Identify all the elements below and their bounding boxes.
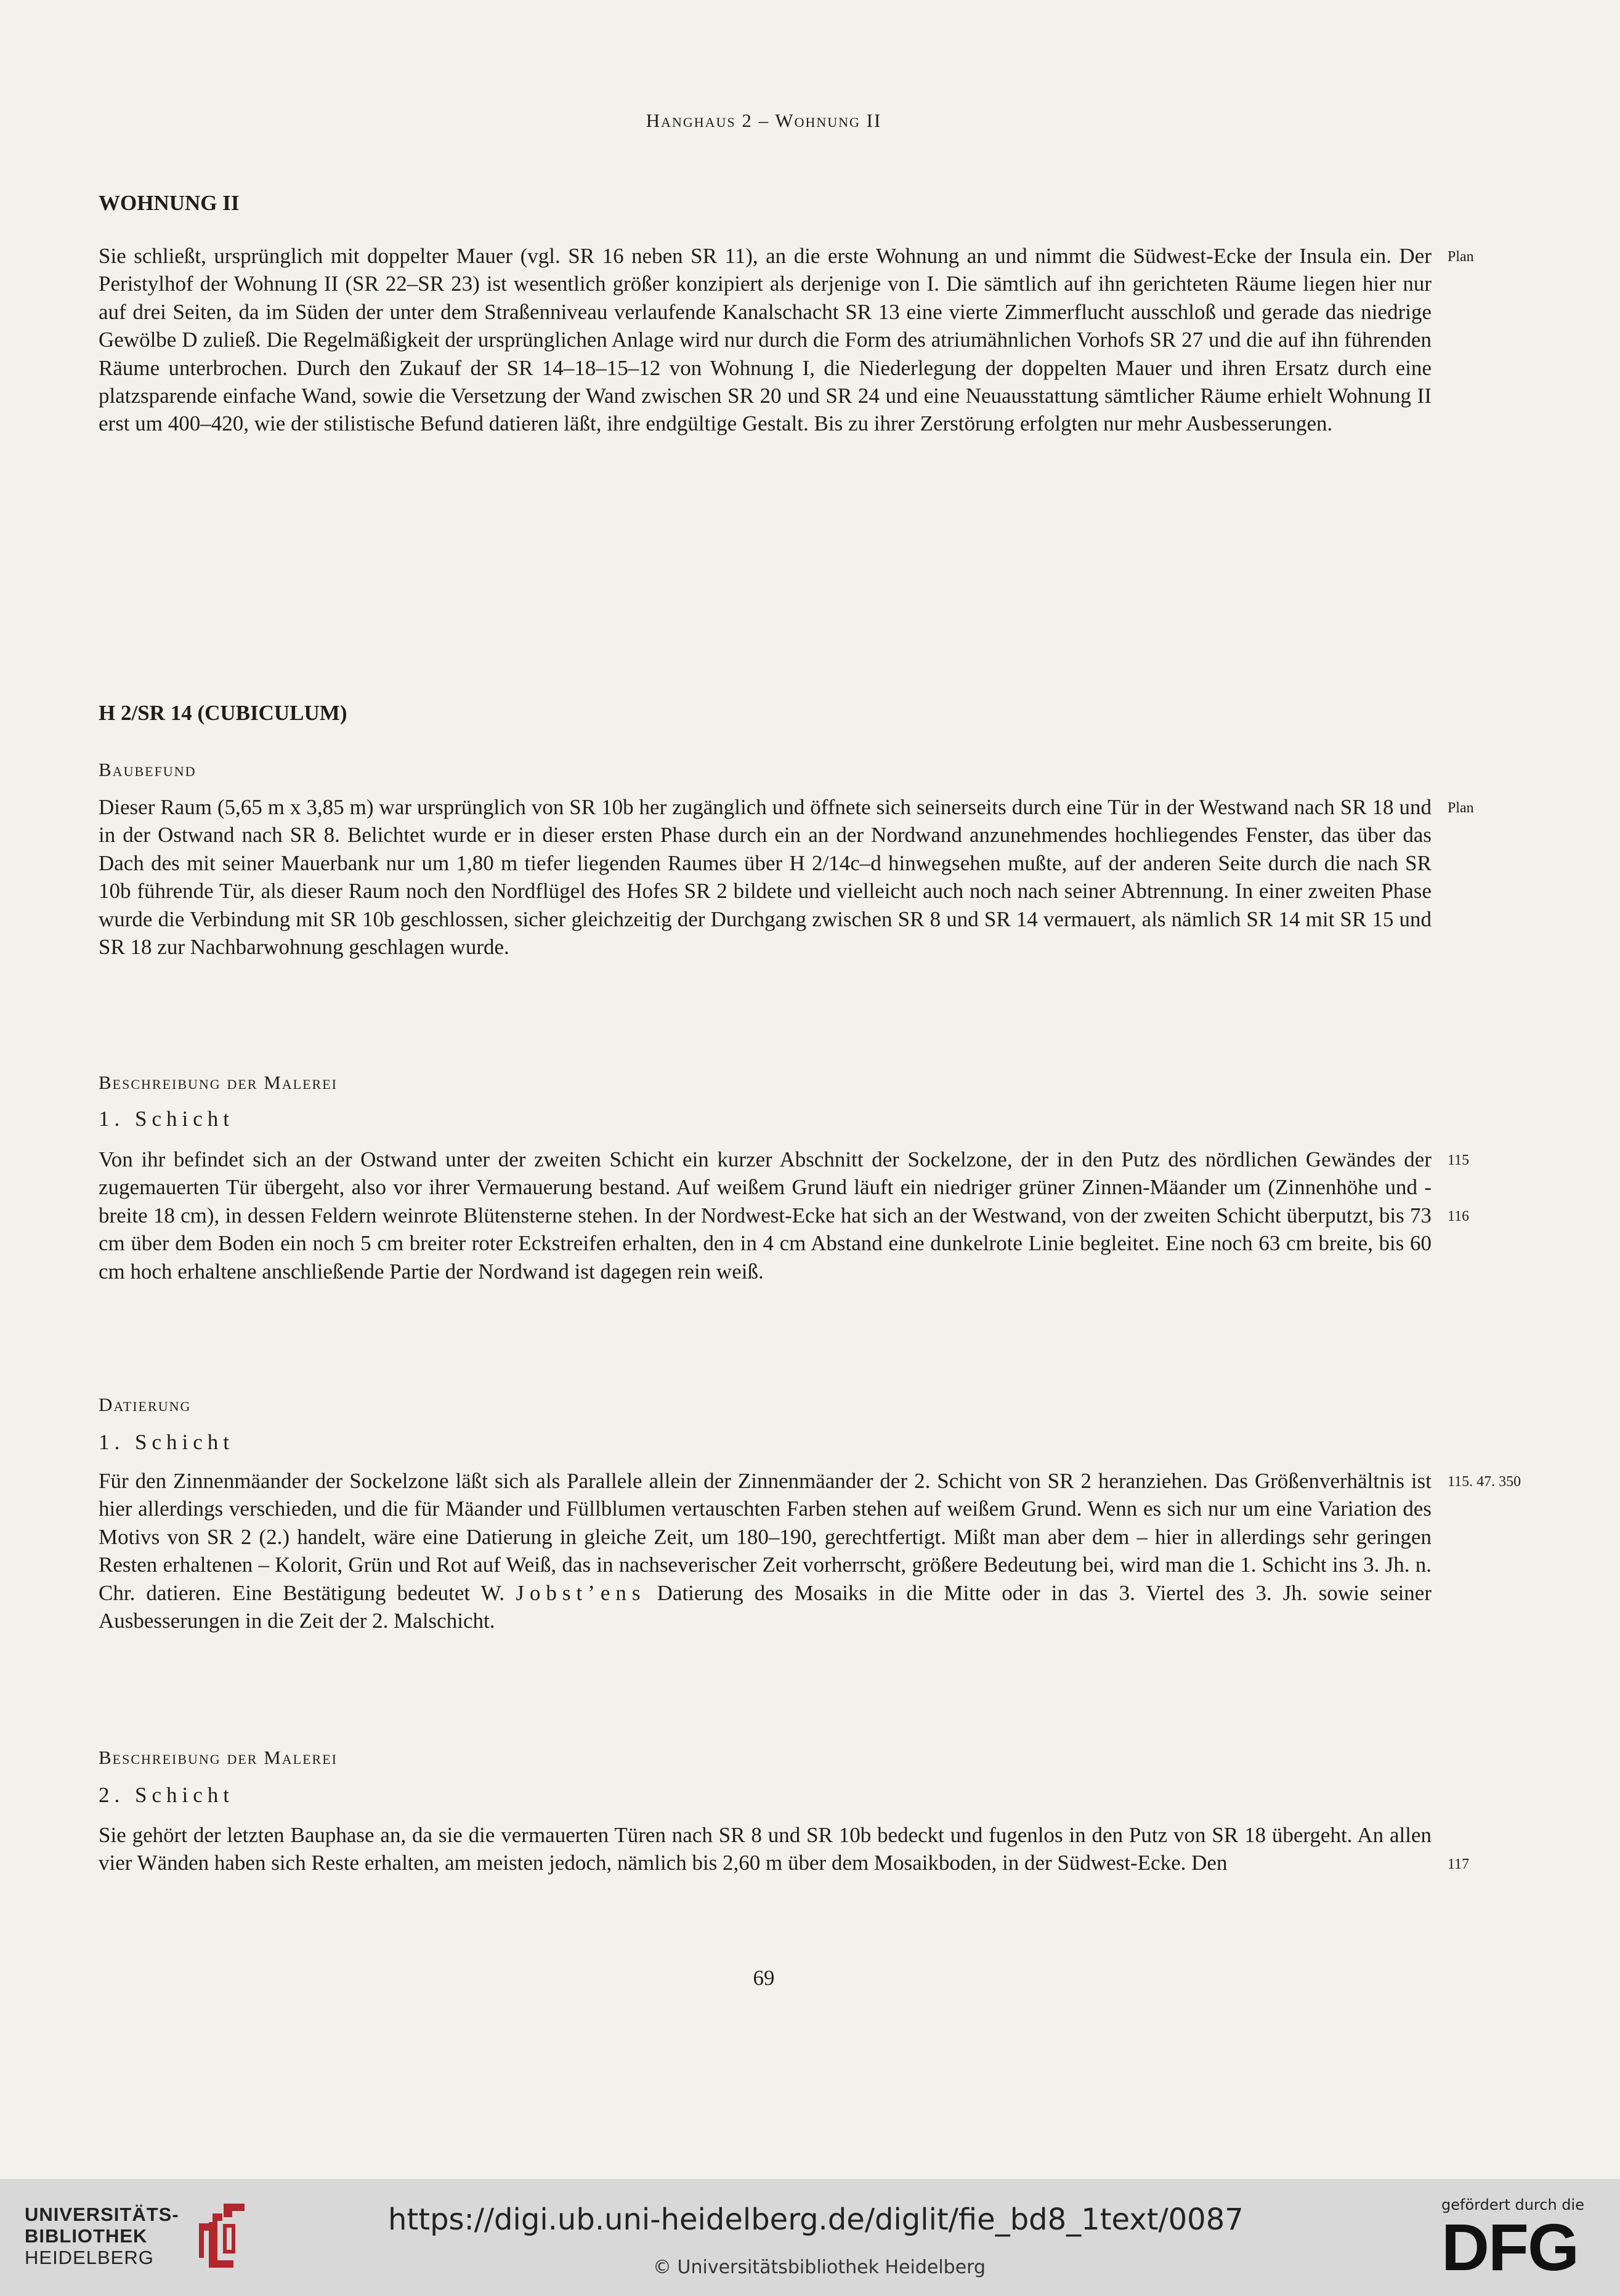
paragraph-text — [99, 1467, 1432, 1635]
margin-note-figure: 117 — [1448, 1856, 1470, 1872]
paragraph-text: Dieser Raum (5,65 m x 3,85 m) war ursprünglich von SR 10b her zugänglich und öffnete sich seinerseits durch eine Tür in der Westwand nach SR 18 und in der Ostwand nach SR 8. Belichtet wurde er in dieser ersten Phase durch ein an der Nordwand anzunehmendes hochliegendes Fenster, das über das Dach des mit seiner Mauerbank nur um 1,80 m tiefer liegenden Raumes über H 2/14c–d hinwegsehen mußte, auf der anderen Seite durch die nach SR 10b führende Tür, als dieser Raum noch den Nordflügel des Hofes SR 2 bildete und vielleicht auch noch nach seiner Abtrennung. In einer zweiten Phase wurde die Verbindung mit SR 10b geschlossen, sicher gleichzeitig der Durchgang zwischen SR 8 und SR 14 vermauert, als nämlich SR 14 mit SR 15 und SR 18 zur Nachbarwohnung geschlagen wurde. — [99, 795, 1432, 960]
text-run: Für den Zinnenmäander der Sockelzone läßt sich als Parallele allein der Zinnenmäander der 2. Schicht von SR 2 heranziehen. Das Größenverhältnis ist hier allerdings verschieden, und die für Mäander und Füllblumen vertauschten Farben stehen auf weißem Grund. Wenn es sich nur um eine Variation des Motivs von SR 2 (2.) handelt, wäre eine Datierung in gleiche Zeit, um 180–190, gerechtfertigt. Mißt man aber dem – hier in allerdings sehr geringen Resten erhaltenen – Kolorit, Grün und Rot auf Weiß, das in nachseverischer Zeit vorherrscht, größere Bedeutung bei, wird man die 1. Schicht ins 3. Jh. n. Chr. datieren. Eine Bestätigung bedeutet W. — [99, 1469, 1432, 1605]
library-emblem-icon — [188, 2199, 249, 2273]
margin-note-figure: 116 — [1448, 1208, 1470, 1224]
spaced-author-name: Jobst’ens — [516, 1580, 646, 1605]
schicht-label-1: 1. Schicht — [99, 1430, 234, 1454]
funding-note: gefördert durch die — [1441, 2196, 1584, 2213]
library-name-line: UNIVERSITÄTS- — [25, 2203, 179, 2225]
text-run: Datierung des Mosaiks in die Mitte oder in das 3. Viertel des 3. Jh. sowie seiner Ausbesserungen in die Zeit der 2. Malschicht. — [99, 1580, 1432, 1633]
schicht-label-1: 1. Schicht — [99, 1107, 234, 1131]
section-heading-sr14: H 2/SR 14 (CUBICULUM) — [99, 701, 347, 725]
subheading-baubefund: Baubefund — [99, 759, 196, 780]
page-number: 69 — [753, 1966, 775, 1990]
paragraph-text: Sie gehört der letzten Bauphase an, da sie die vermauerten Türen nach SR 8 und SR 10b bedeckt und fugenlos in den Putz von SR 18 übergeht. An allen vier Wänden haben sich Reste erhalten, am meisten jedoch, nämlich bis 2,60 m über dem Mosaikboden, in der Südwest-Ecke. Den — [99, 1823, 1432, 1875]
subheading-malerei-1: Beschreibung der Malerei — [99, 1072, 338, 1093]
margin-note-plan: Plan — [1448, 249, 1474, 265]
schicht-label-2: 2. Schicht — [99, 1783, 234, 1807]
paragraph-wohnung — [99, 242, 1432, 438]
running-header: Hanghaus 2 – Wohnung II — [646, 110, 882, 131]
margin-note-figure: 115 — [1448, 1152, 1470, 1168]
library-logo[interactable] — [25, 2199, 249, 2273]
margin-note-figure: 115. 47. 350 — [1448, 1474, 1521, 1490]
section-heading-wohnung: WOHNUNG II — [99, 191, 240, 215]
subheading-datierung: Datierung — [99, 1394, 192, 1415]
paragraph-text: Sie schließt, ursprünglich mit doppelter Mauer (vgl. SR 16 neben SR 11), an die erste Wohnung an und nimmt die Südwest-Ecke der Insula ein. Der Peristylhof der Wohnung II (SR 22–SR 23) ist wesentlich größer konzipiert als derjenige von I. Die sämtlich auf ihn gerichteten Räume liegen hier nur auf drei Seiten, da im Süden der unter dem Straßenniveau verlaufende Kanalschacht SR 13 eine vierte Zimmerflucht ausschloß und gerade das niedrige Gewölbe D zuließ. Die Regelmäßigkeit der ursprünglichen Anlage wird nur durch die Form des atriumähnlichen Vorhofs SR 27 und die auf ihn führenden Räume unterbrochen. Durch den Zukauf der SR 14–18–15–12 von Wohnung I, die Niederlegung der doppelten Mauer und ihren Ersatz durch eine platzsparende einfache Wand, sowie die Versetzung der Wand zwischen SR 20 und SR 24 und eine Neuausstattung sämtlicher Räume erhielt Wohnung II erst um 400–420, wie der stilistische Befund datieren läßt, ihre endgültige Gestalt. Bis zu ihrer Zerstörung erfolgten nur mehr Ausbesserungen. — [99, 244, 1432, 436]
document-url-link[interactable]: https://digi.ub.uni-heidelberg.de/diglit/fie_bd8_1text/0087 — [388, 2202, 1244, 2237]
margin-note-plan: Plan — [1448, 800, 1474, 816]
dfg-logo: DFG — [1441, 2210, 1578, 2284]
library-name — [25, 2204, 179, 2268]
copyright-notice: © Universitätsbibliothek Heidelberg — [653, 2257, 986, 2278]
paragraph-datierung — [99, 1467, 1432, 1635]
dfg-branding[interactable] — [1441, 2196, 1584, 2284]
paragraph-text: Von ihr befindet sich an der Ostwand unter der zweiten Schicht ein kurzer Abschnitt der Sockelzone, der in den Putz des nördlichen Gewändes der zugemauerten Tür übergeht, also vor ihrer Vermauerung bestand. Auf weißem Grund läuft ein niedriger grüner Zinnen-Mäander um (Zinnenhöhe und -breite 18 cm), in dessen Feldern weinrote Blütensterne stehen. In der Nordwest-Ecke hat sich an der Westwand, von der zweiten Schicht überputzt, bis 73 cm über dem Boden ein noch 5 cm breiter roter Eckstreifen erhalten, den in 4 cm Abstand eine dunkelrote Linie begleitet. Eine noch 63 cm breite, bis 60 cm hoch erhaltene anschließende Partie der Nordwand ist dagegen rein weiß. — [99, 1147, 1432, 1283]
subheading-malerei-2: Beschreibung der Malerei — [99, 1747, 338, 1768]
paragraph-malerei-2 — [99, 1821, 1432, 1877]
paragraph-baubefund — [99, 793, 1432, 961]
paragraph-malerei-1 — [99, 1146, 1432, 1285]
footer-bar — [0, 2179, 1620, 2296]
library-name-line: BIBLIOTHEK — [25, 2225, 148, 2247]
library-name-line: HEIDELBERG — [25, 2246, 154, 2268]
